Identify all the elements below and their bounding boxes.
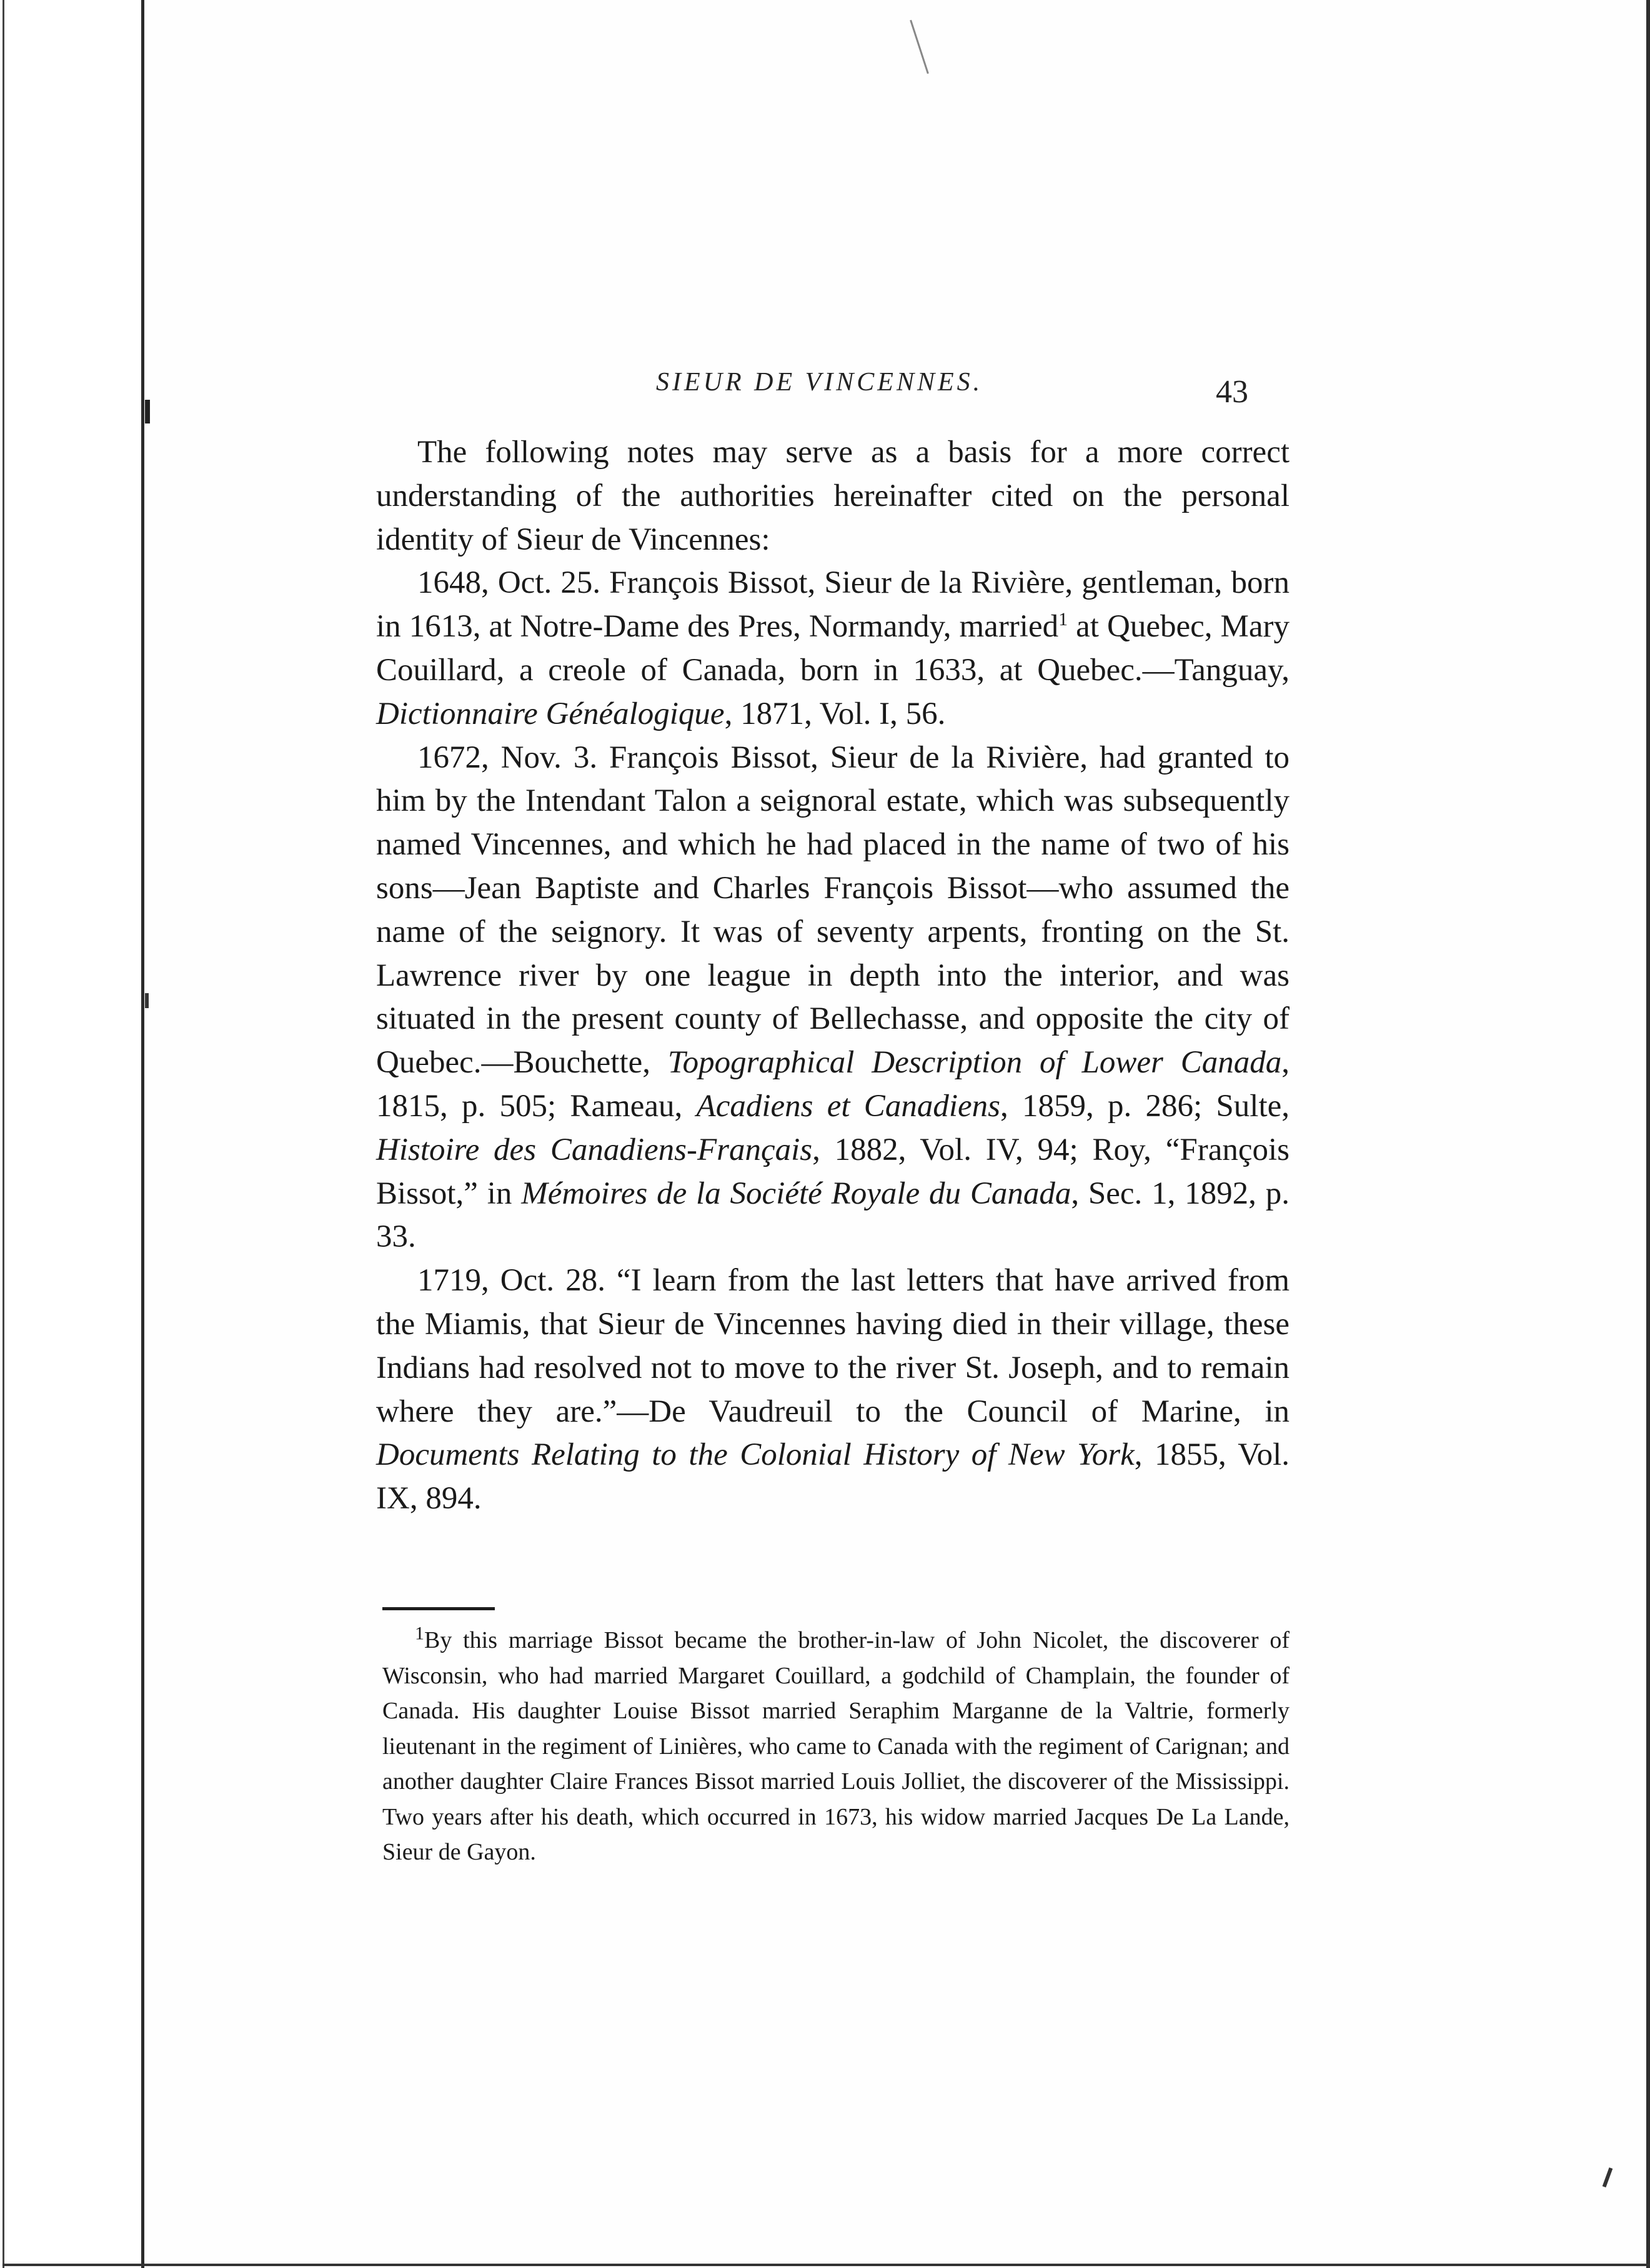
footnote-divider [382, 1607, 495, 1610]
citation-title: Documents Relating to the Colonial History of New York [376, 1437, 1135, 1473]
binding-line [141, 0, 144, 2268]
footnote-reference: 1 [1058, 609, 1068, 630]
footnote-1 [382, 1623, 1290, 1870]
entry-text: , 1855, Vol. IX, 894. [376, 1437, 1290, 1517]
paragraph-1719 [376, 1259, 1290, 1521]
running-head: SIEUR DE VINCENNES. [656, 368, 983, 397]
entry-text: , Sec. 1, 1892, p. 33. [376, 1176, 1290, 1255]
entry-text: 1648, Oct. 25. François Bissot, Sieur de la Rivière, gentleman, born in 1613, at Notre-Dame des Pres, Normandy, married [376, 565, 1290, 645]
citation-title: Acadiens et Canadiens [696, 1088, 1000, 1124]
citation-title: Mémoires de la Société Royale du Canada [521, 1176, 1071, 1211]
citation-title: Dictionnaire Généalogique [376, 696, 725, 731]
citation-title: Histoire des Canadiens-Français [376, 1132, 813, 1167]
paragraph-intro: The following notes may serve as a basis for a more correct understanding of the authorities hereinafter cited on the personal identity of Sieur de Vincennes: [376, 435, 1290, 557]
entry-text: , 1882, Vol. IV, 94; Roy, “François Bissot,” in [376, 1132, 1290, 1211]
scan-mark [1603, 2167, 1613, 2187]
page-number: 43 [1216, 374, 1248, 410]
paragraph-1672 [376, 736, 1290, 1260]
paragraph-1648 [376, 562, 1290, 736]
page-edge-line [2, 0, 4, 2268]
entry-text: , 1815, p. 505; Rameau, [376, 1045, 1290, 1124]
binding-gutter [0, 0, 145, 2268]
bottom-page-edge [2, 2264, 1650, 2266]
scan-mark [145, 993, 149, 1008]
right-page-edge [1646, 0, 1650, 2268]
entry-text: , 1871, Vol. I, 56. [724, 696, 946, 731]
footnotes [382, 1623, 1290, 1870]
entry-text: , 1859, p. 286; Sulte, [1000, 1088, 1290, 1124]
entry-text: 1719, Oct. 28. “I learn from the last letters that have arrived from the Miamis, that Sieur de Vincennes having died in their village, these Indians had resolved not to move to the river St. Joseph, and to remain where they are.”—De Vaudreuil to the Council of Marine, in [376, 1263, 1290, 1429]
entry-text: 1672, Nov. 3. François Bissot, Sieur de la Rivière, had granted to him by the Intendant Talon a seignoral estate, which was subsequently named Vincennes, and which he had placed in the name of two of his sons—Jean Baptiste and Charles François Bissot—who assumed the name of the seignory. It was of seventy arpents, fronting on the St. Lawrence river by one league in depth into the interior, and was situated in the present county of Bellechasse, and opposite the city of Quebec.—Bouchette, [376, 740, 1290, 1081]
citation-title: Topographical Description of Lower Canada [667, 1045, 1282, 1081]
footnote-marker: 1 [415, 1623, 424, 1644]
entry-text: at Quebec, Mary Couillard, a creole of Canada, born in 1633, at Quebec.—Tanguay, [376, 609, 1290, 688]
scan-mark [145, 400, 150, 423]
scan-smudge [910, 20, 929, 74]
footnote-text: By this marriage Bissot became the brother-in-law of John Nicolet, the discoverer of Wisconsin, who had married Margaret Couillard, a godchild of Champlain, the founder of Canada. His daughter Louise Bissot married Seraphim Marganne de la Valtrie, formerly lieutenant in the regiment of Linières, who came to Canada with the regiment of Carignan; and another daughter Claire Frances Bissot married Louis Jolliet, the discoverer of the Mississippi. Two years after his death, which occurred in 1673, his widow married Jacques De La Lande, Sieur de Gayon. [382, 1627, 1290, 1865]
body-text [376, 431, 1290, 1521]
